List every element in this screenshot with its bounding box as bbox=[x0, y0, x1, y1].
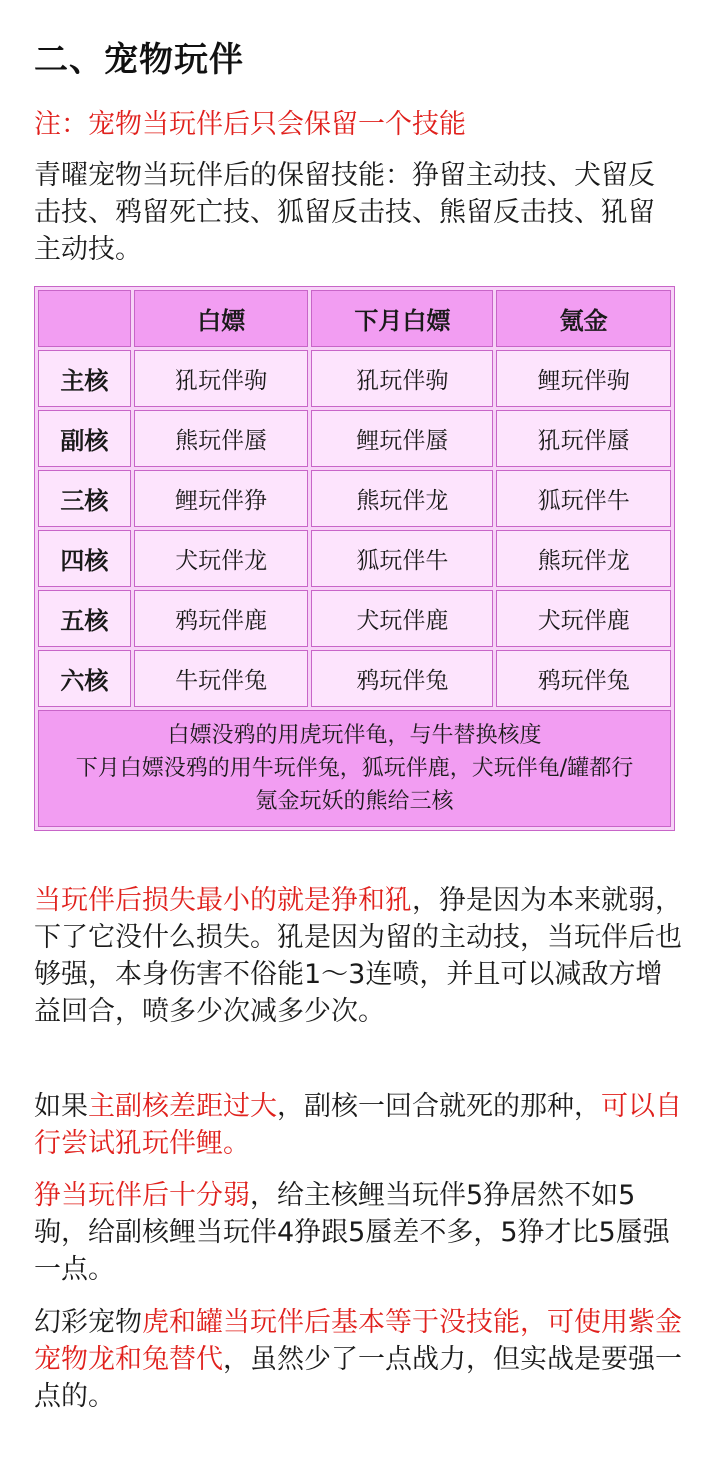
row-label: 五核 bbox=[38, 590, 131, 647]
body-text: ，副核一回合就死的那种， bbox=[277, 1091, 601, 1122]
table-footer-row bbox=[38, 710, 671, 827]
table-cell: 狐玩伴牛 bbox=[311, 530, 493, 587]
row-label: 副核 bbox=[38, 410, 131, 467]
row-label: 主核 bbox=[38, 350, 131, 407]
body-text: 幻彩宠物 bbox=[34, 1307, 142, 1338]
table-cell: 鲤玩伴狰 bbox=[134, 470, 309, 527]
table-row bbox=[38, 410, 671, 467]
table-cell: 牛玩伴兔 bbox=[134, 650, 309, 707]
table-cell: 鸦玩伴兔 bbox=[311, 650, 493, 707]
table-cell: 犬玩伴鹿 bbox=[311, 590, 493, 647]
row-label: 三核 bbox=[38, 470, 131, 527]
table-header-row bbox=[38, 290, 671, 347]
table-cell: 犼玩伴驹 bbox=[134, 350, 309, 407]
table-cell: 犬玩伴龙 bbox=[134, 530, 309, 587]
header-cell-free: 白嫖 bbox=[134, 290, 309, 347]
paragraph-min-loss bbox=[34, 882, 684, 1030]
paragraph-rainbow-pets bbox=[34, 1304, 684, 1415]
table-cell: 狐玩伴牛 bbox=[496, 470, 671, 527]
table-cell: 犼玩伴驹 bbox=[311, 350, 493, 407]
body-text: 如果 bbox=[34, 1091, 88, 1122]
row-label: 四核 bbox=[38, 530, 131, 587]
table-row bbox=[38, 470, 671, 527]
body-text: ，虽然少了一点战力，但实战是要强一点的。 bbox=[34, 1344, 682, 1412]
footer-line: 白嫖没鸦的用虎玩伴龟，与牛替换核度 bbox=[167, 723, 542, 748]
highlight-text: 虎和罐当玩伴后基本等于没技能，可使用紫金宠物龙和兔替代 bbox=[34, 1307, 682, 1375]
companion-table bbox=[34, 286, 675, 831]
header-cell-blank bbox=[38, 290, 131, 347]
table-cell: 鲤玩伴驹 bbox=[496, 350, 671, 407]
table-row bbox=[38, 530, 671, 587]
table-cell: 熊玩伴蜃 bbox=[134, 410, 309, 467]
table-cell: 熊玩伴龙 bbox=[496, 530, 671, 587]
row-label: 六核 bbox=[38, 650, 131, 707]
footer-line: 氪金玩妖的熊给三核 bbox=[255, 789, 454, 814]
table-row bbox=[38, 650, 671, 707]
table-cell: 熊玩伴龙 bbox=[311, 470, 493, 527]
highlight-text: 主副核差距过大 bbox=[88, 1091, 277, 1122]
table-row bbox=[38, 590, 671, 647]
header-cell-next-month-free: 下月白嫖 bbox=[311, 290, 493, 347]
table-cell: 犼玩伴蜃 bbox=[496, 410, 671, 467]
highlight-text: 可以自行尝试犼玩伴鲤。 bbox=[34, 1091, 682, 1159]
table-cell: 鸦玩伴兔 bbox=[496, 650, 671, 707]
table-footer-cell bbox=[38, 710, 671, 827]
table-cell: 犬玩伴鹿 bbox=[496, 590, 671, 647]
footer-line: 下月白嫖没鸦的用牛玩伴兔，狐玩伴鹿，犬玩伴龟/罐都行 bbox=[75, 756, 634, 781]
table-row bbox=[38, 350, 671, 407]
highlight-text: 当玩伴后损失最小的就是狰和犼 bbox=[34, 885, 412, 916]
header-cell-paid: 氪金 bbox=[496, 290, 671, 347]
intro-paragraph: 青曜宠物当玩伴后的保留技能：狰留主动技、犬留反击技、鸦留死亡技、狐留反击技、熊留反击技、犼留主动技。 bbox=[34, 160, 655, 265]
body-text: ，狰是因为本来就弱，下了它没什么损失。犼是因为留的主动技，当玩伴后也够强，本身伤害不俗能1～3连喷，并且可以减敌方增益回合，喷多少次减多少次。 bbox=[34, 885, 682, 1027]
body-text: ，给主核鲤当玩伴5狰居然不如5驹，给副核鲤当玩伴4狰跟5蜃差不多，5狰才比5蜃强一点。 bbox=[34, 1180, 670, 1285]
table-cell: 鲤玩伴蜃 bbox=[311, 410, 493, 467]
section-title: 二、宠物玩伴 bbox=[34, 40, 244, 80]
paragraph-core-gap bbox=[34, 1088, 684, 1162]
highlight-text: 狰当玩伴后十分弱 bbox=[34, 1180, 250, 1211]
note-text: 注：宠物当玩伴后只会保留一个技能 bbox=[34, 109, 466, 140]
paragraph-zheng-weak bbox=[34, 1177, 686, 1288]
table-cell: 鸦玩伴鹿 bbox=[134, 590, 309, 647]
